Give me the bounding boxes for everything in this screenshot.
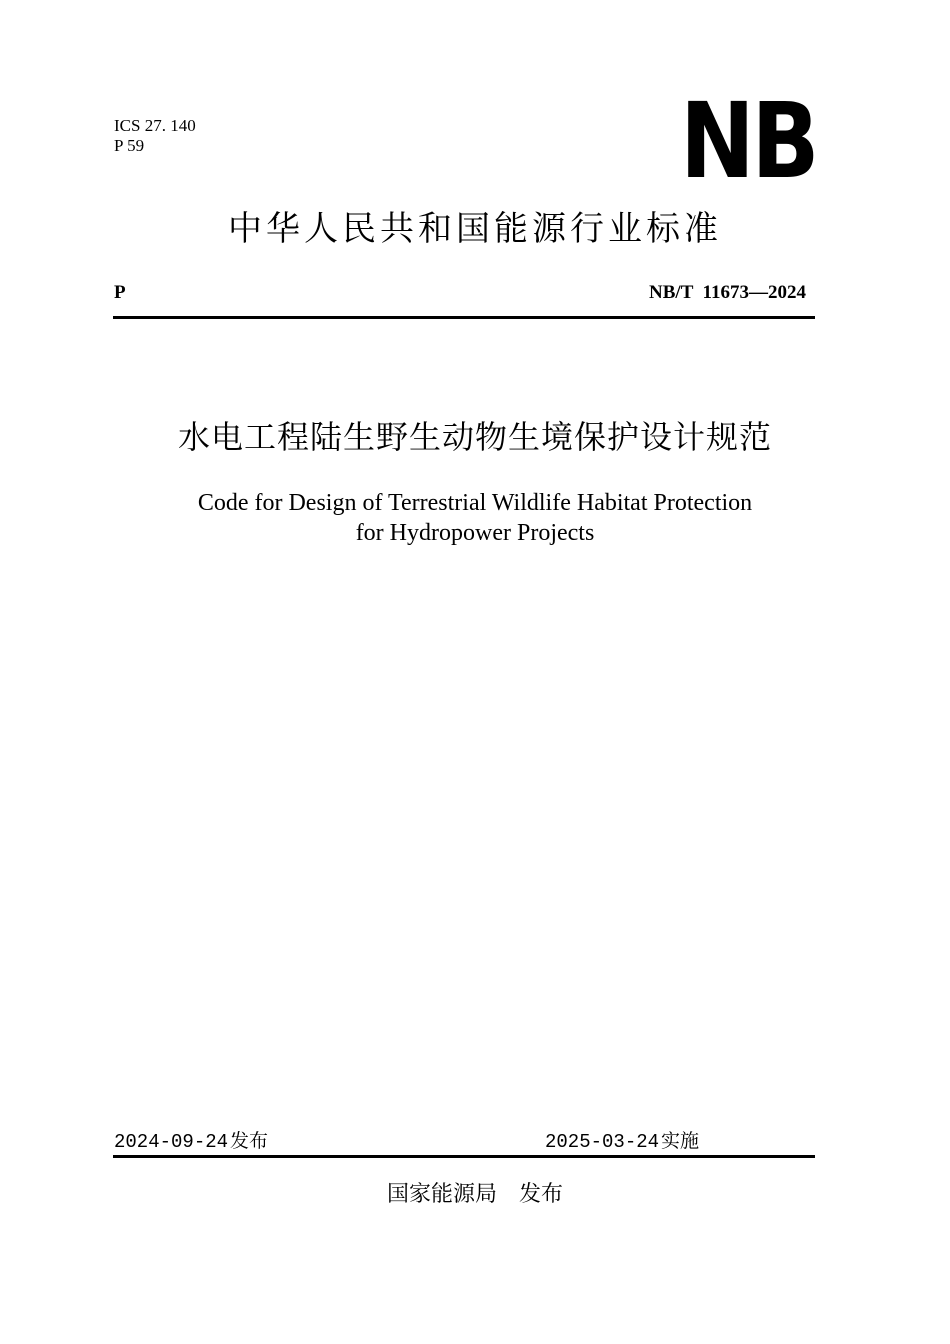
implement-date: 2025-03-24 xyxy=(545,1131,660,1153)
publish-date-block xyxy=(114,1127,268,1156)
publisher: 国家能源局 发布 xyxy=(386,1182,563,1207)
title-chinese: 水电工程陆生野生动物生境保护设计规范 xyxy=(177,418,772,456)
standard-number: NB/T 11673—2024 xyxy=(649,282,806,303)
title-english xyxy=(0,488,950,548)
publish-date: 2024-09-24 xyxy=(114,1131,229,1153)
publish-label: 发布 xyxy=(230,1130,269,1152)
title-english-line1: Code for Design of Terrestrial Wildlife Habitat Protection xyxy=(197,490,753,516)
title-english-line2: for Hydropower Projects xyxy=(355,520,595,546)
bottom-rule xyxy=(113,1155,815,1158)
implement-label: 实施 xyxy=(661,1130,700,1152)
implement-date-block xyxy=(545,1127,699,1156)
ics-block xyxy=(114,116,196,156)
ics-code: ICS 27. 140 xyxy=(114,116,196,135)
nb-logo: NB xyxy=(680,80,817,202)
ccs-code: P 59 xyxy=(114,136,145,155)
org-title: 中华人民共和国能源行业标准 xyxy=(228,209,722,249)
classification-code: P xyxy=(114,282,126,303)
top-rule xyxy=(113,316,815,319)
